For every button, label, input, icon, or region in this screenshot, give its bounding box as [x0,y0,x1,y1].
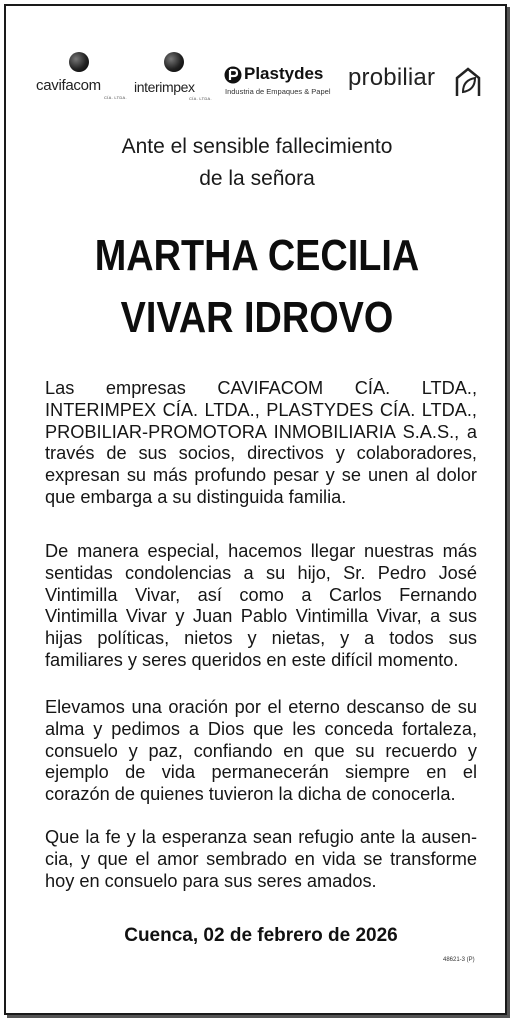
cavifacom-name: cavifacom [36,77,101,94]
sponsor-logos [0,40,514,110]
plastydes-tagline: Industria de Empaques & Papel [225,87,331,96]
leaf-house-icon [454,66,482,98]
paragraph-1: Las empresas CAVIFACOM CÍA. LTDA., INTERIMPEX CÍA. LTDA., PLASTYDES CÍA. LTDA., PROBILIAR-PROMOTORA INMOBILIARIA S.A.S., a través de sus socios, directivos y colaboradores, expresan su más profundo pesar y se unen al dolor que embarga a su distinguida familia. [45,378,477,507]
cavifacom-logo [36,40,126,110]
place-date: Cuenca, 02 de febrero de 2026 [124,925,398,946]
paragraph-3: Elevamos una oración por el eterno descanso de su alma y pedimos a Dios que les conceda fortaleza, consuelo y paz, confiando en que su recuerdo y ejemplo de vida permanecerán siempre en el corazón de quienes tuvieron la dicha de conocerla. [45,697,477,805]
interimpex-name: interimpex [134,79,195,95]
interimpex-logo [134,40,214,110]
plastydes-mark-icon [224,66,242,84]
deceased-name-line-2: VIVAR IDROVO [120,293,394,342]
globe-icon [164,52,184,72]
globe-icon [69,52,89,72]
deceased-name-line-1: MARTHA CECILIA [94,231,420,280]
probiliar-name: probiliar [348,64,436,91]
paragraph-4: Que la fe y la esperanza sean refugio ante la ausencia, y que el amor sembrado en vida se transforme hoy en consuelo para sus seres amados. [45,827,477,891]
intro-line-2: de la señora [199,167,315,190]
publication-code: 48621-3 (P) [443,957,475,963]
paragraph-2: De manera especial, hacemos llegar nuestras más sentidas condolencias a su hijo, Sr. Pedro José Vintimilla Vivar, así como a Carlos Fernando Vintimilla Vivar y Juan Pablo Vintimilla Vivar, a sus hijas políticas, nietos y nietas, y a todos sus familiares y seres queridos en este difícil momento. [45,541,477,670]
intro-line-1: Ante el sensible fallecimiento [121,135,393,158]
probiliar-logo [348,40,484,110]
cavifacom-sub: CÍA. LTDA. [104,95,127,100]
plastydes-logo [222,40,340,110]
interimpex-sub: CÍA. LTDA. [189,96,212,101]
plastydes-name: Plastydes [244,64,324,83]
